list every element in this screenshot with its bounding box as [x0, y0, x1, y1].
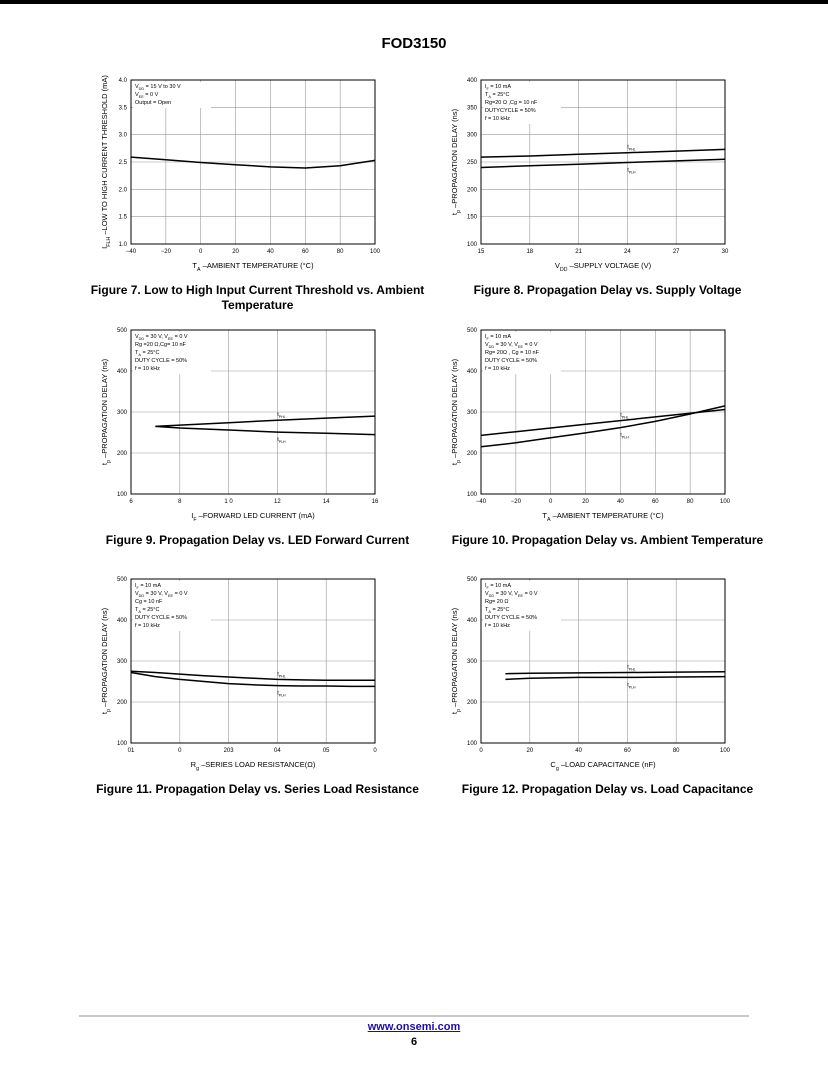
condition-note: f = 10 kHz: [485, 116, 510, 122]
y-axis-label: $t_p$ –PROPAGATION DELAY (ns): [450, 358, 462, 466]
x-tick-label: 12: [274, 499, 281, 505]
condition-note: $T_A = 25^\circ C$: [485, 607, 510, 614]
figure-11-chart: [85, 577, 430, 777]
y-tick-label: 500: [116, 328, 127, 334]
y-tick-label: 100: [466, 741, 477, 747]
series-label: $t_{PHL}$: [627, 144, 636, 152]
condition-note: DUTY CYCLE = 50%: [135, 358, 188, 364]
series-line-tphl: [505, 672, 725, 674]
condition-note: DUTY CYCLE = 50%: [485, 358, 538, 364]
series-line-tphl: [481, 149, 725, 157]
condition-note: $T_A = 25^\circ C$: [135, 350, 160, 357]
y-tick-label: 100: [116, 741, 127, 747]
figure-9: [85, 328, 430, 548]
x-tick-label: −40: [125, 249, 137, 255]
x-tick-label: 100: [719, 748, 731, 754]
y-tick-label: 400: [116, 618, 127, 624]
y-axis-label: $t_p$ –PROPAGATION DELAY (ns): [100, 607, 112, 715]
x-tick-label: 60: [651, 499, 659, 505]
figure-8: [435, 78, 780, 298]
y-tick-label: 500: [466, 577, 477, 583]
x-tick-label: 100: [369, 249, 381, 255]
figure-12-caption: Figure 12. Propagation Delay vs. Load Capacitance: [461, 782, 754, 796]
series-label: $t_{PHL}$: [627, 664, 636, 672]
x-axis-label: $R_g$ –SERIES LOAD RESISTANCE(Ω): [190, 760, 316, 772]
x-tick-label: 15: [477, 249, 485, 255]
series-label: $t_{PLH}$: [277, 437, 286, 445]
series-label: $t_{PHL}$: [277, 671, 286, 679]
y-tick-label: 300: [466, 659, 477, 665]
x-tick-label: 21: [575, 249, 582, 255]
series-line-tplh: [505, 677, 725, 680]
condition-note: $I_F = 10$ mA: [135, 583, 162, 590]
x-tick-label: 27: [672, 249, 680, 255]
series-label: $t_{PLH}$: [627, 167, 636, 175]
figure-9-chart: [85, 328, 430, 528]
figure-8-chart: [435, 78, 780, 278]
series-line-tphl: [155, 416, 375, 426]
x-tick-label: 24: [624, 249, 631, 255]
x-tick-label: 0: [479, 748, 483, 754]
figure-7-caption: Figure 7. Low to High Input Current Threshold vs. Ambient Temperature: [90, 283, 425, 312]
x-tick-label: 14: [322, 499, 330, 505]
x-tick-label: 6: [129, 499, 133, 505]
x-tick-label: 0: [549, 499, 553, 505]
condition-note: Rg=20 Ω ,Cg = 10 nF: [485, 100, 538, 106]
condition-note: Rg= 20 Ω: [485, 599, 509, 605]
x-tick-label: 01: [127, 748, 135, 754]
series-label: $t_{PLH}$: [627, 682, 636, 690]
condition-note: $V_{DD} = 30$ V, $V_{EE} = 0$ V: [485, 591, 538, 598]
series-label: $t_{PLH}$: [620, 432, 629, 440]
condition-note: Rg= 20Ω , Cg = 10 nF: [485, 350, 539, 356]
x-axis-label: $T_A$ –AMBIENT TEMPERATURE (°C): [192, 261, 314, 273]
y-tick-label: 100: [116, 492, 127, 498]
y-tick-label: 100: [466, 492, 477, 498]
x-tick-label: 60: [624, 748, 631, 754]
x-tick-label: 60: [301, 249, 309, 255]
condition-note: DUTY CYCLE = 50%: [485, 615, 538, 621]
x-tick-label: 80: [672, 748, 680, 754]
y-tick-label: 200: [466, 451, 477, 457]
figure-8-caption: Figure 8. Propagation Delay vs. Supply Voltage: [473, 283, 742, 297]
y-tick-label: 150: [466, 214, 477, 221]
figure-7-chart: [85, 75, 430, 278]
y-tick-label: 200: [116, 451, 127, 457]
x-tick-label: 30: [721, 249, 729, 255]
y-tick-label: 3.0: [118, 132, 127, 139]
y-tick-label: 300: [466, 410, 477, 416]
figure-12: [435, 577, 780, 797]
series-line-main: [131, 157, 375, 168]
x-axis-label: $C_g$ –LOAD CAPACITANCE (nF): [550, 760, 656, 772]
y-axis-label: $I_{FLH}$ –LOW TO HIGH CURRENT THRESHOLD (mA): [100, 75, 112, 249]
y-tick-label: 1.5: [118, 214, 127, 221]
x-tick-label: 20: [232, 249, 239, 255]
x-tick-label: 18: [526, 249, 534, 255]
y-tick-label: 400: [466, 78, 477, 84]
series-label: $t_{PLH}$: [277, 690, 286, 698]
x-tick-label: 20: [582, 499, 589, 505]
x-tick-label: 100: [719, 499, 731, 505]
y-axis-label: $t_p$ –PROPAGATION DELAY (ns): [450, 108, 462, 216]
y-tick-label: 2.0: [118, 187, 127, 194]
x-tick-label: 0: [199, 249, 203, 255]
condition-note: Output = Open: [135, 100, 172, 106]
figure-11: [85, 577, 430, 797]
y-tick-label: 500: [116, 577, 127, 583]
x-axis-label: $T_A$ –AMBIENT TEMPERATURE (°C): [542, 511, 664, 523]
figure-7: [85, 75, 430, 312]
condition-note: Cg = 10 nF: [135, 599, 163, 605]
x-axis-label: $V_{DD}$ –SUPPLY VOLTAGE (V): [554, 261, 652, 273]
condition-note: f = 10 kHz: [135, 623, 160, 629]
condition-note: $I_F = 10$ mA: [485, 583, 512, 590]
x-tick-label: 1 0: [224, 499, 233, 505]
x-tick-label: −40: [475, 499, 487, 505]
figure-10-chart: [435, 328, 780, 528]
figure-10-caption: Figure 10. Propagation Delay vs. Ambient Temperature: [451, 533, 764, 547]
y-tick-label: 200: [116, 700, 127, 706]
y-tick-label: 3.5: [118, 105, 127, 112]
condition-note: $V_{DD} = 15$ V to 30 V: [135, 84, 181, 91]
condition-note: DUTY CYCLE = 50%: [135, 615, 188, 621]
footer-rule: [79, 1015, 749, 1017]
series-label: $t_{PHL}$: [277, 412, 286, 420]
y-axis-label: $t_p$ –PROPAGATION DELAY (ns): [100, 358, 112, 466]
x-axis-label: $I_F$ –FORWARD LED CURRENT (mA): [191, 511, 315, 523]
condition-note: $I_F = 10$ mA: [485, 84, 512, 91]
condition-note: DUTYCYCLE = 50%: [485, 108, 536, 114]
series-line-tphl: [481, 410, 725, 436]
x-tick-label: 40: [267, 249, 274, 255]
condition-note: f = 10 kHz: [485, 366, 510, 372]
page-number: 6: [410, 1036, 418, 1048]
condition-note: $V_{DD} = 30$ V, $V_{EE} = 0$ V: [485, 342, 538, 349]
x-tick-label: 8: [178, 499, 182, 505]
x-tick-label: 0: [373, 748, 377, 754]
x-tick-label: 20: [526, 748, 534, 754]
y-tick-label: 300: [116, 410, 127, 416]
x-tick-label: 80: [336, 249, 344, 255]
x-tick-label: 04: [274, 748, 281, 754]
y-tick-label: 200: [466, 700, 477, 706]
x-tick-label: −20: [160, 249, 171, 255]
y-axis-label: $t_p$ –PROPAGATION DELAY (ns): [450, 607, 462, 715]
footer-link[interactable]: www.onsemi.com: [367, 1021, 461, 1033]
x-tick-label: −20: [510, 499, 521, 505]
condition-note: $V_{DD} = 30$ V, $V_{EE} = 0$ V: [135, 334, 188, 341]
document-title: FOD3150: [381, 35, 447, 52]
series-line-tplh: [131, 673, 375, 687]
y-tick-label: 4.0: [118, 78, 127, 84]
x-tick-label: 40: [575, 748, 582, 754]
x-tick-label: 0: [178, 748, 182, 754]
y-tick-label: 1.0: [118, 242, 127, 248]
series-line-tplh: [481, 159, 725, 167]
y-tick-label: 400: [466, 618, 477, 624]
condition-note: $I_F = 10$ mA: [485, 334, 512, 341]
x-tick-label: 05: [322, 748, 330, 754]
x-tick-label: 80: [686, 499, 694, 505]
series-line-tphl: [131, 671, 375, 680]
figure-10: [435, 328, 780, 548]
y-tick-label: 250: [466, 160, 477, 166]
y-tick-label: 200: [466, 187, 477, 194]
top-rule: [0, 0, 828, 4]
series-line-tplh: [155, 426, 375, 434]
figure-12-chart: [435, 577, 780, 777]
x-tick-label: 40: [617, 499, 624, 505]
condition-note: $T_A = 25^\circ C$: [485, 92, 510, 99]
figure-11-caption: Figure 11. Propagation Delay vs. Series Load Resistance: [96, 782, 419, 796]
condition-note: f = 10 kHz: [485, 623, 510, 629]
y-tick-label: 300: [116, 659, 127, 665]
condition-note: $V_{DD} = 30$ V, $V_{EE} = 0$ V: [135, 591, 188, 598]
condition-note: Rg =20 Ω,Cg= 10 nF: [135, 342, 186, 348]
figure-9-caption: Figure 9. Propagation Delay vs. LED Forward Current: [105, 533, 410, 547]
series-label: $t_{PHL}$: [620, 412, 629, 420]
condition-note: $V_{EE} = 0$ V: [135, 92, 159, 99]
y-tick-label: 100: [466, 242, 477, 248]
y-tick-label: 350: [466, 105, 477, 112]
x-tick-label: 16: [371, 499, 379, 505]
condition-note: $T_A = 25^\circ C$: [135, 607, 160, 614]
y-tick-label: 300: [466, 132, 477, 139]
y-tick-label: 400: [116, 369, 127, 375]
y-tick-label: 2.5: [118, 160, 127, 166]
y-tick-label: 500: [466, 328, 477, 334]
x-tick-label: 203: [223, 748, 234, 754]
y-tick-label: 400: [466, 369, 477, 375]
condition-note: f = 10 kHz: [135, 366, 160, 372]
